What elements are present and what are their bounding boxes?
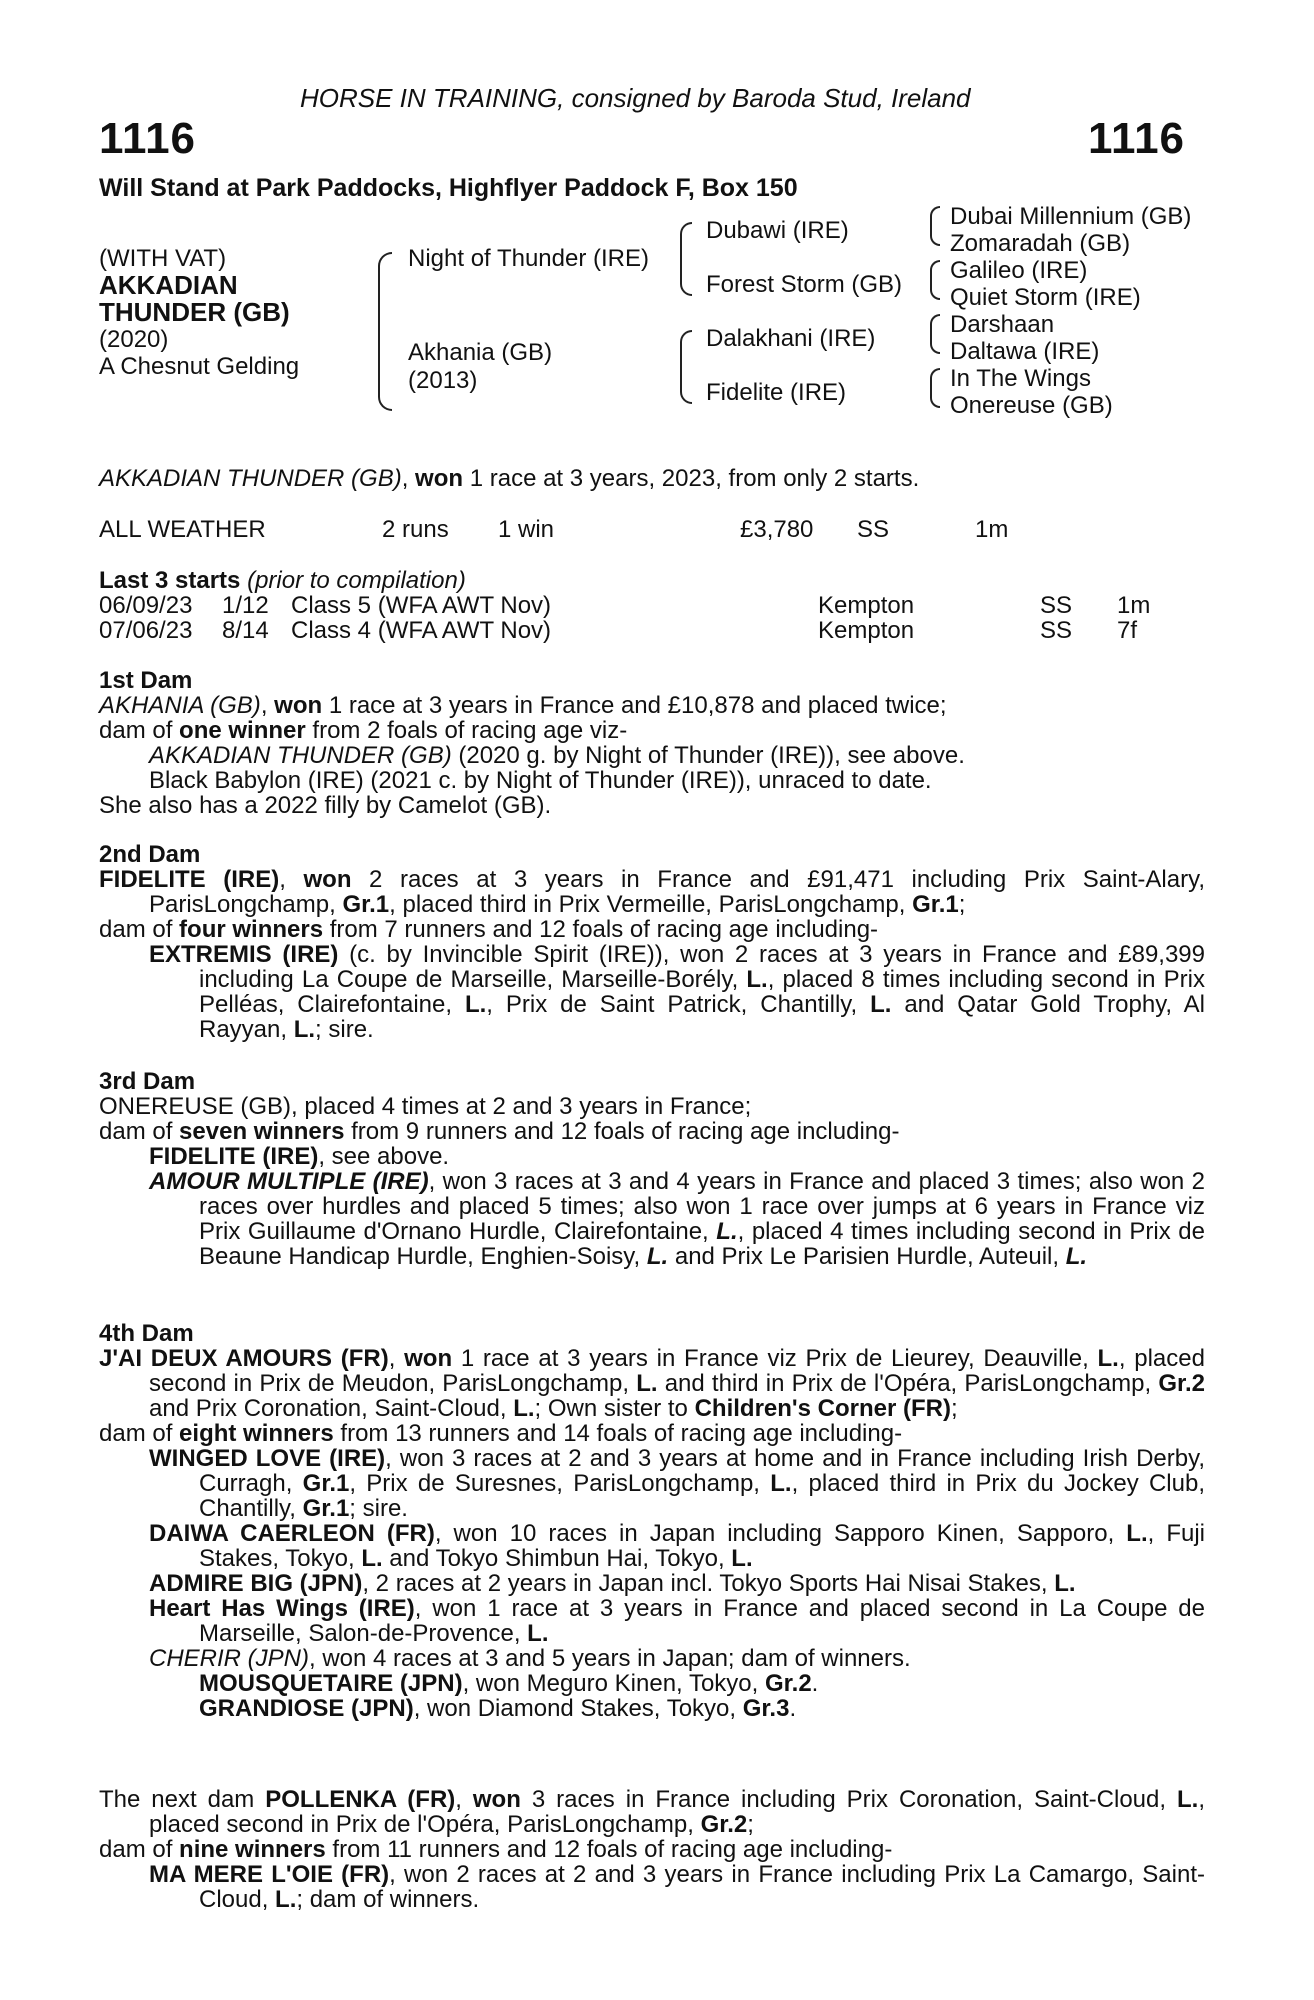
third-dam-record: ONEREUSE (GB), placed 4 times at 2 and 3 years in France;: [99, 1093, 752, 1120]
pedigree-sire-sire: Dubawi (IRE): [706, 217, 849, 244]
fourth-dam-foal: ADMIRE BIG (JPN), 2 races at 2 years in Japan incl. Tokyo Sports Hai Nisai Stakes, L.: [149, 1570, 1076, 1597]
pedigree-dam-sire: Dalakhani (IRE): [706, 325, 876, 352]
second-dam-record: FIDELITE (IRE), won 2 races at 3 years in France and £91,471 including Prix Saint-Alary, ParisLongchamp, Gr.1, placed third in Prix Vermeille, ParisLongchamp, Gr.1;: [99, 866, 1205, 918]
pedigree-brace-g1: [930, 206, 940, 246]
first-dam-note: She also has a 2022 filly by Camelot (GB).: [99, 792, 552, 819]
lot-number-right: 1116: [1088, 114, 1186, 163]
next-dam-section: [99, 1787, 1205, 1912]
fourth-dam-grandfoal: MOUSQUETAIRE (JPN), won Meguro Kinen, Tokyo, Gr.2.: [199, 1670, 819, 1697]
fourth-dam-heading: 4th Dam: [99, 1320, 194, 1347]
fourth-dam-foal: Heart Has Wings (IRE), won 1 race at 3 years in France and placed second in La Coupe de Marseille, Salon-de-Provence, L.: [149, 1595, 1205, 1647]
record-distance: 1m: [975, 516, 1009, 543]
vat-label: (WITH VAT): [99, 245, 227, 272]
next-dam-foal: MA MERE L'OIE (FR), won 2 races at 2 and 3 years in France including Prix La Camargo, Saint-Cloud, L.; dam of winners.: [149, 1861, 1205, 1913]
record-going: SS: [857, 516, 890, 543]
pedigree-brace-sire: [680, 222, 692, 296]
next-dam-progeny-line: dam of nine winners from 11 runners and 12 foals of racing age including-: [99, 1836, 893, 1863]
pedigree-brace-dam: [680, 330, 692, 404]
last-starts-heading: Last 3 starts (prior to compilation): [99, 567, 466, 594]
race-summary: AKKADIAN THUNDER (GB), won 1 race at 3 years, 2023, from only 2 starts.: [99, 465, 920, 492]
first-dam-section: [99, 668, 1205, 818]
pedigree-g1: Dubai Millennium (GB): [950, 203, 1192, 230]
record-prize: £3,780: [740, 516, 814, 543]
horse-name-line2: THUNDER (GB): [99, 297, 290, 327]
pedigree-dam-year: (2013): [408, 367, 478, 394]
third-dam-heading: 3rd Dam: [99, 1068, 196, 1095]
pedigree-dam: Akhania (GB): [408, 339, 553, 366]
pedigree-sire: Night of Thunder (IRE): [408, 245, 649, 272]
second-dam-section: [99, 842, 1205, 1042]
record-runs: 2 runs: [382, 516, 449, 543]
pedigree-brace-main: [378, 252, 392, 411]
first-dam-heading: 1st Dam: [99, 667, 193, 694]
third-dam-foal: FIDELITE (IRE), see above.: [149, 1143, 450, 1170]
record-wins: 1 win: [498, 516, 555, 543]
second-dam-foal: EXTREMIS (IRE) (c. by Invincible Spirit (IRE)), won 2 races at 3 years in France and £89,399 including La Coupe de Marseille, Marseille-Borély, L., placed 8 times including second in Prix Pelléas, Clairefontaine, L., Prix de Saint Patrick, Chantilly, L. and Qatar Gold Trophy, Al Rayyan, L.; sire.: [149, 941, 1205, 1043]
pedigree-g5: Darshaan: [950, 311, 1055, 338]
record-surface: ALL WEATHER: [99, 516, 266, 543]
third-dam-section: [99, 1069, 1205, 1269]
consignment-line: HORSE IN TRAINING, consigned by Baroda Stud, Ireland: [300, 83, 971, 113]
first-dam-progeny-line: dam of one winner from 2 foals of racing age viz-: [99, 717, 628, 744]
location-line: Will Stand at Park Paddocks, Highflyer Paddock F, Box 150: [99, 174, 798, 202]
pedigree-dam-dam: Fidelite (IRE): [706, 379, 847, 406]
fourth-dam-foal: CHERIR (JPN), won 4 races at 3 and 5 years in Japan; dam of winners.: [149, 1645, 911, 1672]
first-dam-line: AKHANIA (GB), won 1 race at 3 years in France and £10,878 and placed twice;: [99, 692, 947, 719]
first-dam-foal: AKKADIAN THUNDER (GB) (2020 g. by Night of Thunder (IRE)), see above.: [149, 742, 965, 769]
pedigree-g3: Galileo (IRE): [950, 257, 1088, 284]
fourth-dam-foal: DAIWA CAERLEON (FR), won 10 races in Japan including Sapporo Kinen, Sapporo, L., Fuji Stakes, Tokyo, L. and Tokyo Shimbun Hai, Tokyo, L.: [149, 1520, 1205, 1572]
fourth-dam-foal: WINGED LOVE (IRE), won 3 races at 2 and 3 years at home and in France including Irish Derby, Curragh, Gr.1, Prix de Suresnes, ParisLongchamp, L., placed third in Prix du Jockey Club, Chantilly, Gr.1; sire.: [149, 1445, 1205, 1522]
pedigree-g7: In The Wings: [950, 365, 1091, 392]
pedigree-g6: Daltawa (IRE): [950, 338, 1100, 365]
horse-description: A Chesnut Gelding: [99, 353, 300, 380]
horse-info: [99, 245, 299, 380]
fourth-dam-progeny-line: dam of eight winners from 13 runners and 14 foals of racing age including-: [99, 1420, 903, 1447]
pedigree-g4: Quiet Storm (IRE): [950, 284, 1141, 311]
fourth-dam-section: [99, 1321, 1205, 1721]
horse-year: (2020): [99, 326, 169, 353]
first-dam-foal: Black Babylon (IRE) (2021 c. by Night of Thunder (IRE)), unraced to date.: [149, 767, 932, 794]
horse-name-line1: AKKADIAN: [99, 270, 238, 300]
pedigree-brace-g2: [930, 260, 940, 300]
lot-number-left: 1116: [99, 114, 197, 163]
pedigree-g2: Zomaradah (GB): [950, 230, 1131, 257]
next-dam-record: The next dam POLLENKA (FR), won 3 races in France including Prix Coronation, Saint-Cloud, L., placed second in Prix de l'Opéra, ParisLongchamp, Gr.2;: [99, 1786, 1205, 1838]
second-dam-heading: 2nd Dam: [99, 841, 201, 868]
third-dam-progeny-line: dam of seven winners from 9 runners and 12 foals of racing age including-: [99, 1118, 900, 1145]
fourth-dam-grandfoal: GRANDIOSE (JPN), won Diamond Stakes, Tokyo, Gr.3.: [199, 1695, 797, 1722]
third-dam-foal: AMOUR MULTIPLE (IRE), won 3 races at 3 and 4 years in France and placed 3 times; also won 2 races over hurdles and placed 5 times; also won 1 race over jumps at 6 years in France viz Prix Guillaume d'Ornano Hurdle, Clairefontaine, L., placed 4 times including second in Prix de Beaune Handicap Hurdle, Enghien-Soisy, L. and Prix Le Parisien Hurdle, Auteuil, L.: [149, 1168, 1205, 1270]
pedigree-brace-g4: [930, 368, 940, 408]
pedigree-sire-dam: Forest Storm (GB): [706, 271, 903, 298]
second-dam-progeny-line: dam of four winners from 7 runners and 12 foals of racing age including-: [99, 916, 879, 943]
pedigree-g8: Onereuse (GB): [950, 392, 1113, 419]
pedigree-brace-g3: [930, 314, 940, 354]
fourth-dam-record: J'AI DEUX AMOURS (FR), won 1 race at 3 years in France viz Prix de Lieurey, Deauville, L., placed second in Prix de Meudon, ParisLongchamp, L. and third in Prix de l'Opéra, ParisLongchamp, Gr.2 and Prix Coronation, Saint-Cloud, L.; Own sister to Children's Corner (FR);: [99, 1345, 1206, 1422]
